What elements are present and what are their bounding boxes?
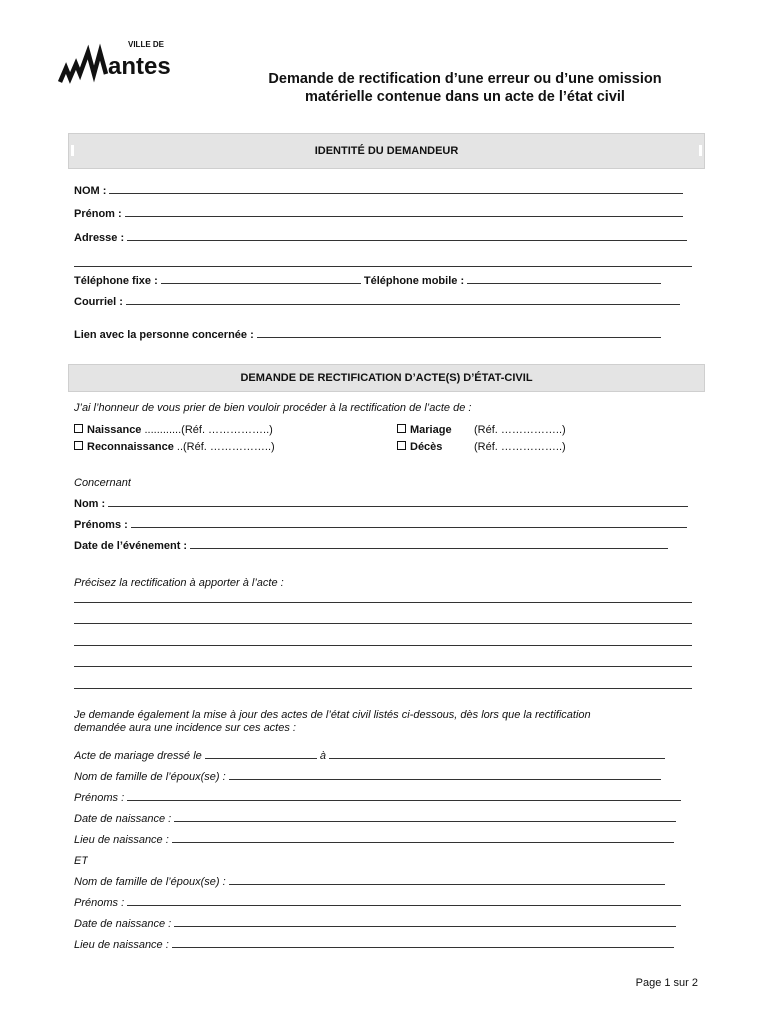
field-epoux1-lieu-naissance-blank[interactable] [172,842,674,843]
field-epoux1-prenoms [74,792,681,804]
field-concerne-prenoms [74,519,687,531]
field-acte-mariage-a: à [319,750,327,762]
field-date-evenement-label: Date de l’événement : [74,540,188,552]
field-date-evenement [74,540,668,552]
logo-name: antes [108,53,171,80]
rectification-line-3[interactable] [74,645,692,646]
demande-text-line-1: Je demande également la mise à jour des actes de l’état civil listés ci-dessous, dès lors que la rectification [74,709,591,721]
option-deces-label: Décès [410,441,443,453]
field-concerne-nom-blank[interactable] [108,506,688,507]
checkbox-reconnaissance[interactable] [74,441,83,450]
field-epoux1-date-naissance-label: Date de naissance : [74,813,172,825]
document-title-line-2: matérielle contenue dans un acte de l’état civil [305,89,625,105]
section-header-identite-label: IDENTITÉ DU DEMANDEUR [314,145,459,157]
field-tel-fixe-blank[interactable] [161,283,361,284]
field-epoux1-nom [74,771,661,783]
header-right-marker [699,145,702,156]
rectification-line-5[interactable] [74,688,692,689]
field-epoux2-nom-blank[interactable] [229,884,665,885]
field-nom-blank[interactable] [109,193,683,194]
section-header-rectification [68,364,705,392]
field-concerne-prenoms-blank[interactable] [131,527,687,528]
field-lien-blank[interactable] [257,337,661,338]
intro-text: J’ai l’honneur de vous prier de bien vouloir procéder à la rectification de l’acte de : [74,402,472,414]
field-epoux2-lieu-naissance [74,939,674,951]
field-tel-mobile-label: Téléphone mobile : [363,275,465,287]
option-mariage-ref: (Réf. ……………..) [474,424,566,436]
field-epoux1-lieu-naissance [74,834,674,846]
option-naissance[interactable] [74,424,273,436]
field-epoux2-lieu-naissance-blank[interactable] [172,947,674,948]
field-concerne-prenoms-label: Prénoms : [74,519,128,531]
field-epoux2-lieu-naissance-label: Lieu de naissance : [74,939,169,951]
field-adresse-blank[interactable] [127,240,687,241]
field-tel-mobile-blank[interactable] [467,283,661,284]
field-acte-mariage-lieu-blank[interactable] [329,758,665,759]
section-header-identite [68,133,705,169]
option-deces[interactable] [397,441,566,453]
page-number: Page 1 sur 2 [635,977,698,989]
field-epoux1-lieu-naissance-label: Lieu de naissance : [74,834,169,846]
header-left-marker [71,145,74,156]
field-epoux1-prenoms-label: Prénoms : [74,792,125,804]
field-acte-mariage [74,750,665,762]
field-acte-mariage-date-blank[interactable] [205,758,317,759]
field-nom-label: NOM : [74,185,107,197]
field-epoux1-date-naissance-blank[interactable] [174,821,676,822]
field-adresse [74,232,687,244]
field-epoux2-date-naissance-blank[interactable] [174,926,676,927]
option-mariage-label: Mariage [410,424,452,436]
option-reconnaissance-ref: ..(Réf. ……………..) [173,441,275,453]
field-prenom [74,208,683,220]
rectification-line-2[interactable] [74,623,692,624]
rectification-line-4[interactable] [74,666,692,667]
field-epoux2-date-naissance-label: Date de naissance : [74,918,172,930]
field-epoux1-date-naissance [74,813,676,825]
field-concerne-nom-label: Nom : [74,498,106,510]
field-lien-label: Lien avec la personne concernée : [74,329,254,341]
field-concerne-nom [74,498,688,510]
option-naissance-label: Naissance [87,424,142,436]
logo-city-label: VILLE DE [128,40,165,49]
document-title [215,70,715,106]
et-label: ET [74,855,89,867]
field-lien [74,329,661,341]
rectification-line-1[interactable] [74,602,692,603]
field-courriel-label: Courriel : [74,296,123,308]
checkbox-mariage[interactable] [397,424,406,433]
field-adresse-label: Adresse : [74,232,125,244]
checkbox-deces[interactable] [397,441,406,450]
field-epoux2-date-naissance [74,918,676,930]
field-epoux1-nom-blank[interactable] [229,779,661,780]
field-epoux2-prenoms [74,897,681,909]
section-header-rectification-label: DEMANDE DE RECTIFICATION D’ACTE(S) D’ÉTAT-CIVIL [240,372,533,384]
field-telephones [74,275,661,287]
option-mariage[interactable] [397,424,566,436]
document-title-line-1: Demande de rectification d’une erreur ou d’une omission [268,71,662,87]
field-date-evenement-blank[interactable] [190,548,668,549]
field-prenom-blank[interactable] [125,216,683,217]
nantes-logo-mark [58,38,198,88]
field-prenom-label: Prénom : [74,208,122,220]
field-epoux2-prenoms-label: Prénoms : [74,897,125,909]
field-nom [74,185,683,197]
option-deces-ref: (Réf. ……………..) [474,441,566,453]
option-naissance-ref: ............(Réf. ……………..) [141,424,273,436]
field-tel-fixe-label: Téléphone fixe : [74,275,158,287]
checkbox-naissance[interactable] [74,424,83,433]
precisez-label: Précisez la rectification à apporter à l’acte : [74,577,284,589]
field-epoux1-nom-label: Nom de famille de l’époux(se) : [74,771,226,783]
field-epoux2-nom-label: Nom de famille de l’époux(se) : [74,876,226,888]
field-adresse-line-2[interactable] [74,266,692,267]
field-courriel-blank[interactable] [126,304,680,305]
field-epoux2-prenoms-blank[interactable] [127,905,681,906]
option-reconnaissance-label: Reconnaissance [87,441,174,453]
field-courriel [74,296,680,308]
field-epoux1-prenoms-blank[interactable] [127,800,681,801]
option-reconnaissance[interactable] [74,441,275,453]
demande-text-line-2: demandée aura une incidence sur ces actes : [74,722,296,734]
ville-de-nantes-logo [58,38,198,88]
field-epoux2-nom [74,876,665,888]
field-acte-mariage-label: Acte de mariage dressé le [74,750,202,762]
concernant-label: Concernant [74,477,131,489]
